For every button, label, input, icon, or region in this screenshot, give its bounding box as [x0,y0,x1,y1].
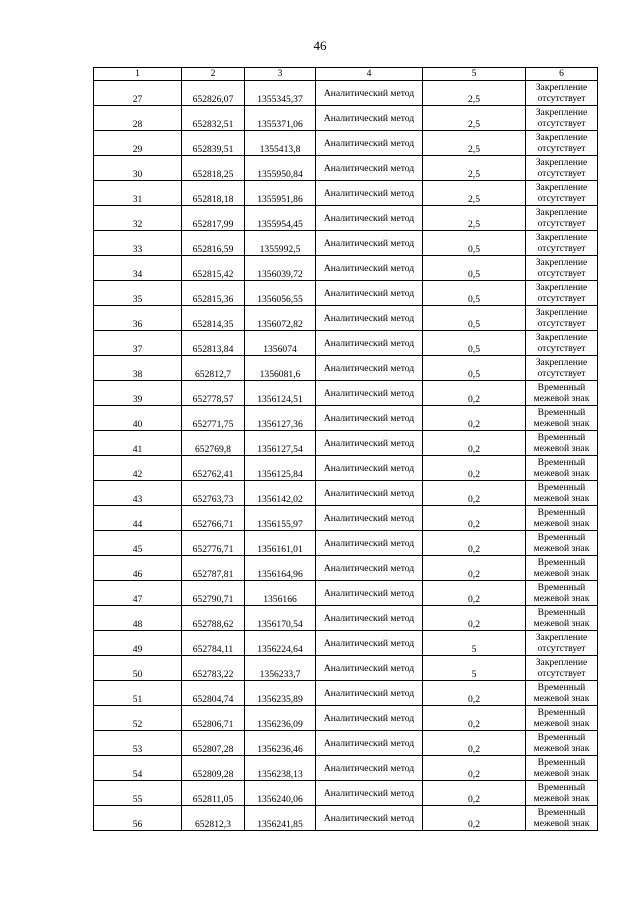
method-cell: Аналитический метод [316,231,423,256]
point-number: 46 [94,556,182,581]
y-coordinate: 1356224,64 [245,631,316,656]
accuracy-cell: 0,2 [423,531,526,556]
fixing-cell: Закрепление отсутствует [526,631,598,656]
method-cell: Аналитический метод [316,81,423,106]
y-coordinate: 1355345,37 [245,81,316,106]
fixing-cell: Временный межевой знак [526,681,598,706]
accuracy-cell: 2,5 [423,81,526,106]
fixing-cell: Временный межевой знак [526,756,598,781]
point-number: 47 [94,581,182,606]
accuracy-cell: 0,2 [423,781,526,806]
table-row [94,581,598,606]
table-row [94,706,598,731]
accuracy-cell: 0,2 [423,706,526,731]
y-coordinate: 1355951,86 [245,181,316,206]
accuracy-cell: 0,2 [423,381,526,406]
point-number: 52 [94,706,182,731]
table-row [94,81,598,106]
x-coordinate: 652815,42 [182,256,245,281]
method-cell: Аналитический метод [316,581,423,606]
method-cell: Аналитический метод [316,731,423,756]
point-number: 50 [94,656,182,681]
fixing-cell: Временный межевой знак [526,431,598,456]
method-cell: Аналитический метод [316,481,423,506]
y-coordinate: 1356238,13 [245,756,316,781]
method-cell: Аналитический метод [316,531,423,556]
method-cell: Аналитический метод [316,331,423,356]
point-number: 27 [94,81,182,106]
accuracy-cell: 0,2 [423,556,526,581]
method-cell: Аналитический метод [316,781,423,806]
method-cell: Аналитический метод [316,206,423,231]
x-coordinate: 652817,99 [182,206,245,231]
y-coordinate: 1356127,36 [245,406,316,431]
y-coordinate: 1356170,54 [245,606,316,631]
point-number: 31 [94,181,182,206]
x-coordinate: 652818,18 [182,181,245,206]
x-coordinate: 652839,51 [182,131,245,156]
accuracy-cell: 5 [423,656,526,681]
table-row [94,756,598,781]
y-coordinate: 1356233,7 [245,656,316,681]
table-row [94,356,598,381]
fixing-cell: Закрепление отсутствует [526,81,598,106]
point-number: 41 [94,431,182,456]
x-coordinate: 652809,28 [182,756,245,781]
method-cell: Аналитический метод [316,456,423,481]
y-coordinate: 1356124,51 [245,381,316,406]
y-coordinate: 1356164,96 [245,556,316,581]
accuracy-cell: 0,2 [423,506,526,531]
table-row [94,131,598,156]
x-coordinate: 652766,71 [182,506,245,531]
accuracy-cell: 0,2 [423,581,526,606]
y-coordinate: 1356072,82 [245,306,316,331]
point-number: 39 [94,381,182,406]
accuracy-cell: 0,5 [423,231,526,256]
x-coordinate: 652788,62 [182,606,245,631]
method-cell: Аналитический метод [316,756,423,781]
x-coordinate: 652814,35 [182,306,245,331]
fixing-cell: Временный межевой знак [526,781,598,806]
y-coordinate: 1355950,84 [245,156,316,181]
method-cell: Аналитический метод [316,306,423,331]
x-coordinate: 652812,3 [182,806,245,831]
x-coordinate: 652832,51 [182,106,245,131]
table-row [94,106,598,131]
table-row [94,456,598,481]
method-cell: Аналитический метод [316,656,423,681]
x-coordinate: 652787,81 [182,556,245,581]
table-row [94,656,598,681]
accuracy-cell: 0,5 [423,356,526,381]
fixing-cell: Закрепление отсутствует [526,156,598,181]
x-coordinate: 652790,71 [182,581,245,606]
method-cell: Аналитический метод [316,806,423,831]
fixing-cell: Закрепление отсутствует [526,181,598,206]
fixing-cell: Закрепление отсутствует [526,306,598,331]
method-cell: Аналитический метод [316,556,423,581]
point-number: 28 [94,106,182,131]
table-row [94,731,598,756]
fixing-cell: Временный межевой знак [526,531,598,556]
x-coordinate: 652813,84 [182,331,245,356]
fixing-cell: Закрепление отсутствует [526,206,598,231]
method-cell: Аналитический метод [316,106,423,131]
x-coordinate: 652812,7 [182,356,245,381]
table-row [94,781,598,806]
column-header: 6 [526,68,598,81]
fixing-cell: Закрепление отсутствует [526,106,598,131]
x-coordinate: 652771,75 [182,406,245,431]
x-coordinate: 652783,22 [182,656,245,681]
method-cell: Аналитический метод [316,631,423,656]
y-coordinate: 1356074 [245,331,316,356]
table-row [94,506,598,531]
method-cell: Аналитический метод [316,156,423,181]
table-row [94,156,598,181]
accuracy-cell: 0,5 [423,331,526,356]
x-coordinate: 652811,05 [182,781,245,806]
point-number: 51 [94,681,182,706]
accuracy-cell: 0,2 [423,456,526,481]
point-number: 40 [94,406,182,431]
table-row [94,631,598,656]
method-cell: Аналитический метод [316,606,423,631]
page-number: 46 [313,38,327,53]
point-number: 48 [94,606,182,631]
point-number: 37 [94,331,182,356]
x-coordinate: 652778,57 [182,381,245,406]
accuracy-cell: 0,2 [423,681,526,706]
y-coordinate: 1355413,8 [245,131,316,156]
column-header: 2 [182,68,245,81]
fixing-cell: Временный межевой знак [526,606,598,631]
fixing-cell: Временный межевой знак [526,556,598,581]
point-number: 43 [94,481,182,506]
fixing-cell: Временный межевой знак [526,731,598,756]
y-coordinate: 1356125,84 [245,456,316,481]
point-number: 45 [94,531,182,556]
x-coordinate: 652762,41 [182,456,245,481]
x-coordinate: 652804,74 [182,681,245,706]
point-number: 34 [94,256,182,281]
accuracy-cell: 0,2 [423,806,526,831]
table-row [94,406,598,431]
accuracy-cell: 2,5 [423,106,526,131]
x-coordinate: 652815,36 [182,281,245,306]
fixing-cell: Закрепление отсутствует [526,656,598,681]
accuracy-cell: 0,5 [423,281,526,306]
fixing-cell: Закрепление отсутствует [526,256,598,281]
fixing-cell: Временный межевой знак [526,706,598,731]
point-number: 33 [94,231,182,256]
accuracy-cell: 2,5 [423,131,526,156]
method-cell: Аналитический метод [316,506,423,531]
method-cell: Аналитический метод [316,706,423,731]
x-coordinate: 652776,71 [182,531,245,556]
fixing-cell: Временный межевой знак [526,381,598,406]
point-number: 55 [94,781,182,806]
table-row [94,381,598,406]
y-coordinate: 1356142,02 [245,481,316,506]
accuracy-cell: 0,2 [423,431,526,456]
y-coordinate: 1356240,06 [245,781,316,806]
table-row [94,556,598,581]
table-body [94,81,598,831]
point-number: 35 [94,281,182,306]
fixing-cell: Временный межевой знак [526,806,598,831]
accuracy-cell: 2,5 [423,206,526,231]
fixing-cell: Временный межевой знак [526,506,598,531]
method-cell: Аналитический метод [316,406,423,431]
method-cell: Аналитический метод [316,131,423,156]
method-cell: Аналитический метод [316,181,423,206]
accuracy-cell: 0,2 [423,756,526,781]
fixing-cell: Временный межевой знак [526,481,598,506]
coordinates-table [93,67,598,831]
x-coordinate: 652806,71 [182,706,245,731]
accuracy-cell: 0,2 [423,406,526,431]
column-header: 3 [245,68,316,81]
accuracy-cell: 0,5 [423,306,526,331]
method-cell: Аналитический метод [316,381,423,406]
table-row [94,231,598,256]
x-coordinate: 652816,59 [182,231,245,256]
y-coordinate: 1356235,89 [245,681,316,706]
fixing-cell: Закрепление отсутствует [526,356,598,381]
point-number: 36 [94,306,182,331]
point-number: 38 [94,356,182,381]
fixing-cell: Временный межевой знак [526,406,598,431]
y-coordinate: 1356039,72 [245,256,316,281]
table-row [94,806,598,831]
y-coordinate: 1356127,54 [245,431,316,456]
x-coordinate: 652769,8 [182,431,245,456]
y-coordinate: 1356241,85 [245,806,316,831]
point-number: 32 [94,206,182,231]
x-coordinate: 652818,25 [182,156,245,181]
table-row [94,681,598,706]
x-coordinate: 652826,07 [182,81,245,106]
table-row [94,331,598,356]
method-cell: Аналитический метод [316,281,423,306]
fixing-cell: Временный межевой знак [526,581,598,606]
y-coordinate: 1356056,55 [245,281,316,306]
y-coordinate: 1355992,5 [245,231,316,256]
method-cell: Аналитический метод [316,256,423,281]
accuracy-cell: 0,2 [423,731,526,756]
y-coordinate: 1356166 [245,581,316,606]
table-row [94,306,598,331]
point-number: 54 [94,756,182,781]
point-number: 29 [94,131,182,156]
table-row [94,431,598,456]
fixing-cell: Временный межевой знак [526,456,598,481]
x-coordinate: 652763,73 [182,481,245,506]
column-header: 4 [316,68,423,81]
x-coordinate: 652807,28 [182,731,245,756]
accuracy-cell: 0,2 [423,481,526,506]
table-row [94,206,598,231]
y-coordinate: 1356161,01 [245,531,316,556]
accuracy-cell: 2,5 [423,156,526,181]
fixing-cell: Закрепление отсутствует [526,331,598,356]
table-row [94,281,598,306]
accuracy-cell: 0,2 [423,606,526,631]
column-header: 1 [94,68,182,81]
fixing-cell: Закрепление отсутствует [526,231,598,256]
point-number: 53 [94,731,182,756]
point-number: 30 [94,156,182,181]
fixing-cell: Закрепление отсутствует [526,281,598,306]
method-cell: Аналитический метод [316,681,423,706]
table-row [94,531,598,556]
table-header-row [94,68,598,81]
point-number: 49 [94,631,182,656]
point-number: 44 [94,506,182,531]
x-coordinate: 652784,11 [182,631,245,656]
y-coordinate: 1356236,46 [245,731,316,756]
accuracy-cell: 2,5 [423,181,526,206]
table-row [94,256,598,281]
point-number: 56 [94,806,182,831]
table-row [94,481,598,506]
fixing-cell: Закрепление отсутствует [526,131,598,156]
y-coordinate: 1356081,6 [245,356,316,381]
y-coordinate: 1356155,97 [245,506,316,531]
method-cell: Аналитический метод [316,356,423,381]
y-coordinate: 1355371,06 [245,106,316,131]
point-number: 42 [94,456,182,481]
column-header: 5 [423,68,526,81]
y-coordinate: 1355954,45 [245,206,316,231]
method-cell: Аналитический метод [316,431,423,456]
y-coordinate: 1356236,09 [245,706,316,731]
table-row [94,606,598,631]
accuracy-cell: 0,5 [423,256,526,281]
table-row [94,181,598,206]
accuracy-cell: 5 [423,631,526,656]
